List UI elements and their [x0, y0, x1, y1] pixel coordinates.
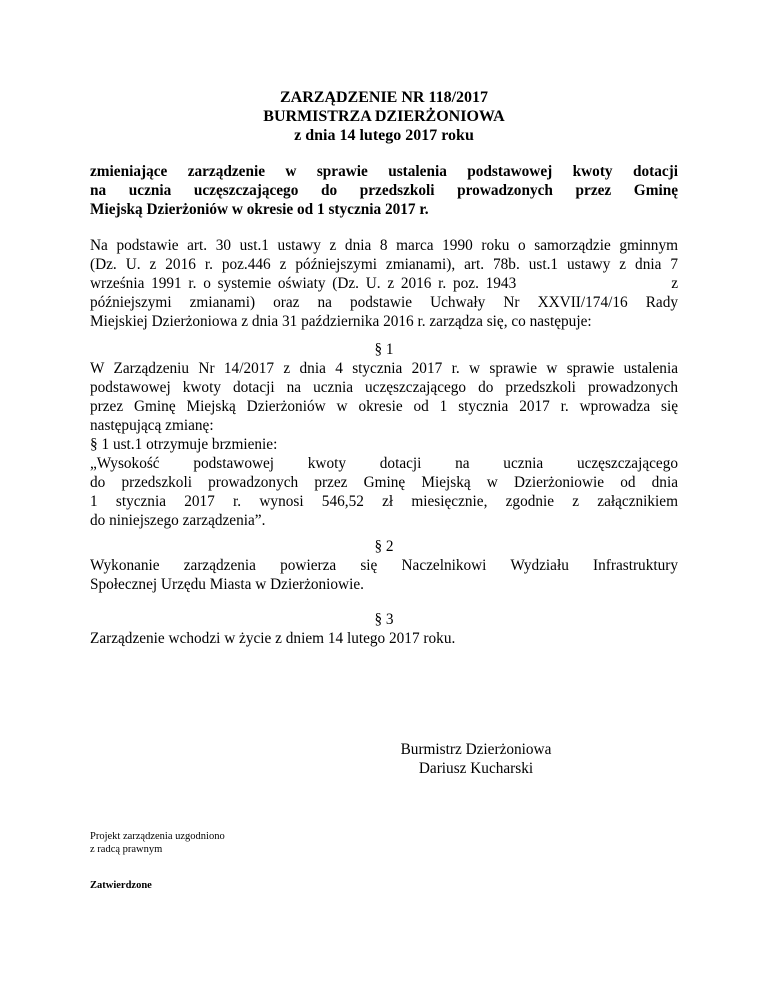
signatory-name: Dariusz Kucharski [418, 760, 534, 777]
section-heading: § 2 [374, 538, 394, 555]
note-line: Projekt zarządzenia uzgodniono [90, 831, 225, 842]
paragraph-line: przez Gminę Miejską Dzierżoniów w okresie od 1 stycznia 2017 r. wprowadza się [90, 398, 678, 415]
subject-line: na ucznia uczęszczającego do przedszkoli prowadzonych przez Gminę [90, 182, 678, 199]
paragraph-line: „Wysokość podstawowej kwoty dotacji na ucznia uczęszczającego [90, 455, 678, 472]
paragraph-line: późniejszymi zmianami) oraz na podstawie Uchwały Nr XXVII/174/16 Rady [90, 294, 678, 311]
paragraph-line: do przedszkoli prowadzonych przez Gminę Miejską w Dzierżoniowie od dnia [90, 474, 678, 491]
section-2 [90, 537, 678, 594]
paragraph-line: (Dz. U. z 2016 r. poz.446 z późniejszymi zmianami), art. 78b. ust.1 ustawy z dnia 7 [90, 256, 678, 273]
paragraph-line: następującą zmianę: [90, 417, 214, 434]
note-line: z radcą prawnym [90, 844, 163, 855]
paragraph-line: § 1 ust.1 otrzymuje brzmienie: [90, 436, 278, 453]
document-subject [90, 162, 678, 219]
document-title: ZARZĄDZENIE NR 118/2017 [279, 89, 489, 106]
subject-line: Miejską Dzierżoniów w okresie od 1 stycznia 2017 r. [90, 201, 429, 218]
paragraph-line: 1 stycznia 2017 r. wynosi 546,52 zł miesięcznie, zgodnie z załącznikiem [90, 493, 678, 510]
section-heading: § 3 [374, 611, 394, 628]
signature-block [360, 740, 592, 778]
paragraph-line: września 1991 r. o systemie oświaty (Dz. U. z 2016 r. poz. 1943 z [90, 275, 678, 292]
document-issuer: BURMISTRZA DZIERŻONIOWA [263, 108, 505, 125]
section-1 [90, 340, 678, 530]
paragraph-line: Zarządzenie wchodzi w życie z dniem 14 lutego 2017 roku. [90, 630, 456, 647]
legal-basis-paragraph [90, 236, 678, 331]
section-heading: § 1 [374, 341, 394, 358]
signatory-title: Burmistrz Dzierżoniowa [400, 741, 552, 758]
paragraph-line: Społecznej Urzędu Miasta w Dzierżoniowie. [90, 576, 364, 593]
paragraph-line: Miejskiej Dzierżoniowa z dnia 31 października 2016 r. zarządza się, co następuje: [90, 313, 592, 330]
legal-review-note [90, 830, 225, 856]
paragraph-line: do niniejszego zarządzenia”. [90, 512, 266, 529]
approved-label: Zatwierdzone [90, 880, 152, 891]
document-header [0, 88, 768, 145]
paragraph-line: podstawowej kwoty dotacji na ucznia uczęszczającego do przedszkoli prowadzonych [90, 379, 678, 396]
subject-line: zmieniające zarządzenie w sprawie ustalenia podstawowej kwoty dotacji [90, 163, 678, 180]
document-date: z dnia 14 lutego 2017 roku [294, 127, 474, 144]
paragraph-line: Wykonanie zarządzenia powierza się Naczelnikowi Wydziału Infrastruktury [90, 557, 678, 574]
paragraph-line: Na podstawie art. 30 ust.1 ustawy z dnia 8 marca 1990 roku o samorządzie gminnym [90, 237, 678, 254]
paragraph-line: W Zarządzeniu Nr 14/2017 z dnia 4 stycznia 2017 r. w sprawie w sprawie ustalenia [90, 360, 678, 377]
section-3 [90, 610, 678, 648]
